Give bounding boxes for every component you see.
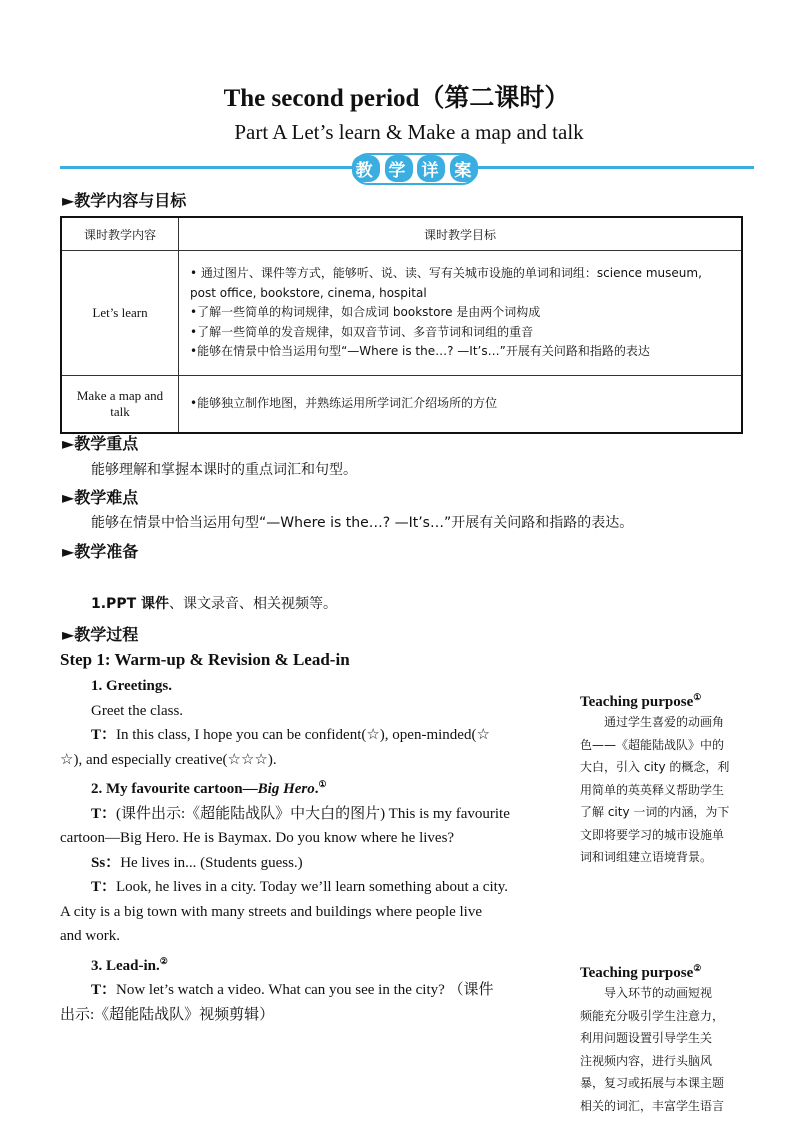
side-note-heading: Teaching purpose② [580,963,702,981]
goal-item: •了解一些简单的发音规律，如双音节词、多音节词和词组的重音 [190,324,534,339]
page-title: The second period（第二课时） [223,85,570,112]
banner-char: 详 [417,155,445,182]
teacher-line: T：In this class, I hope you can be confident(☆), open-minded(☆ [91,727,490,743]
students-line: Ss：He lives in... (Students guess.) [91,854,303,871]
table-header-content: 课时教学内容 [61,217,179,251]
banner-char: 学 [385,155,413,182]
goal-item: •了解一些简单的构词规律，如合成词 bookstore 是由两个词构成 [190,305,541,320]
table-header-goals: 课时教学目标 [179,217,743,251]
step1-body [60,674,533,1027]
teacher-line-cont: 出示:《超能陆战队》视频剪辑） [60,1006,275,1023]
leadin-heading: 3. Lead-in.② [91,955,168,974]
teacher-line-cont: ☆), and especially creative(☆☆☆). [60,751,277,768]
table-row-goals [179,251,743,376]
table-row [61,251,742,376]
section-key: ►教学重点 [62,434,139,453]
teacher-line-cont: A city is a big town with many streets and buildings where people live [60,903,483,920]
key-text: 能够理解和掌握本课时的重点词汇和句型。 [91,462,357,478]
table-row-label: Let’s learn [61,251,179,376]
greetings-line: Greet the class. [91,702,184,719]
page-subtitle: Part A Let’s learn & Make a map and talk [234,120,584,144]
side-note-heading: Teaching purpose① [580,692,702,710]
teacher-line-cont: cartoon—Big Hero. He is Baymax. Do you know where he lives? [60,830,455,846]
cartoon-heading: 2. My favourite cartoon—Big Hero.① [91,779,327,797]
banner-char: 案 [450,155,478,182]
greetings-heading: 1. Greetings. [91,678,172,694]
teacher-line: T：(课件出示:《超能陆战队》中大白的图片) This is my favourite [91,805,510,822]
table-row-goals [179,376,743,434]
teacher-line: T：Look, he lives in a city. Today we’ll learn something about a city. [91,879,509,895]
banner-label [352,155,478,182]
section-difficult: ►教学难点 [62,488,139,507]
side-note-text: 导入环节的动画短视 频能充分吸引学生注意力， 利用问题设置引导学生关 注视频内容，进行头脑风 暴，复习或拓展与本课主题 相关的词汇，丰富学生语言 [580,986,725,1113]
goal-item: •能够独立制作地图，并熟练运用所学词汇介绍场所的方位 [190,396,498,411]
step-heading: Step 1: Warm-up & Revision & Lead-in [60,650,350,669]
table-header-row [61,217,742,251]
table-row [61,376,742,434]
banner-char: 教 [352,155,380,182]
difficult-text: 能够在情景中恰当运用句型“—Where is the…? —It’s…”开展有关问路和指路的表达。 [91,515,634,531]
section-prep: ►教学准备 [62,542,139,561]
prep-rest: 、课文录音、相关视频等。 [169,596,338,612]
objectives-table [60,216,743,434]
goal-item: •能够在情景中恰当运用句型“—Where is the…? —It’s…”开展有关问路和指路的表达 [190,344,650,359]
section-goals: ►教学内容与目标 [62,191,187,210]
goal-item: • 通过图片、课件等方式，能够听、说、读、写有关城市设施的单词和词组：science museum, [190,266,702,281]
section-process: ►教学过程 [62,625,139,644]
side-note-2 [580,963,752,1117]
prep-text [91,593,337,613]
goal-item: post office, bookstore, cinema, hospital [190,285,427,300]
table-row-label: Make a map and talk [61,376,179,434]
side-note-1 [580,692,752,869]
prep-bold: 1.PPT 课件 [91,596,170,612]
teacher-line: T：Now let’s watch a video. What can you see in the city? （课件 [91,982,494,998]
teacher-line-cont: and work. [60,928,120,944]
side-note-text: 通过学生喜爱的动画角 色——《超能陆战队》中的 大白，引入 city 的概念，利 用简单的英英释义帮助学生 了解 city 一词的内涵，为下 文即将要学习的城市设施单 词和词组建立语境背景。 [580,715,730,864]
